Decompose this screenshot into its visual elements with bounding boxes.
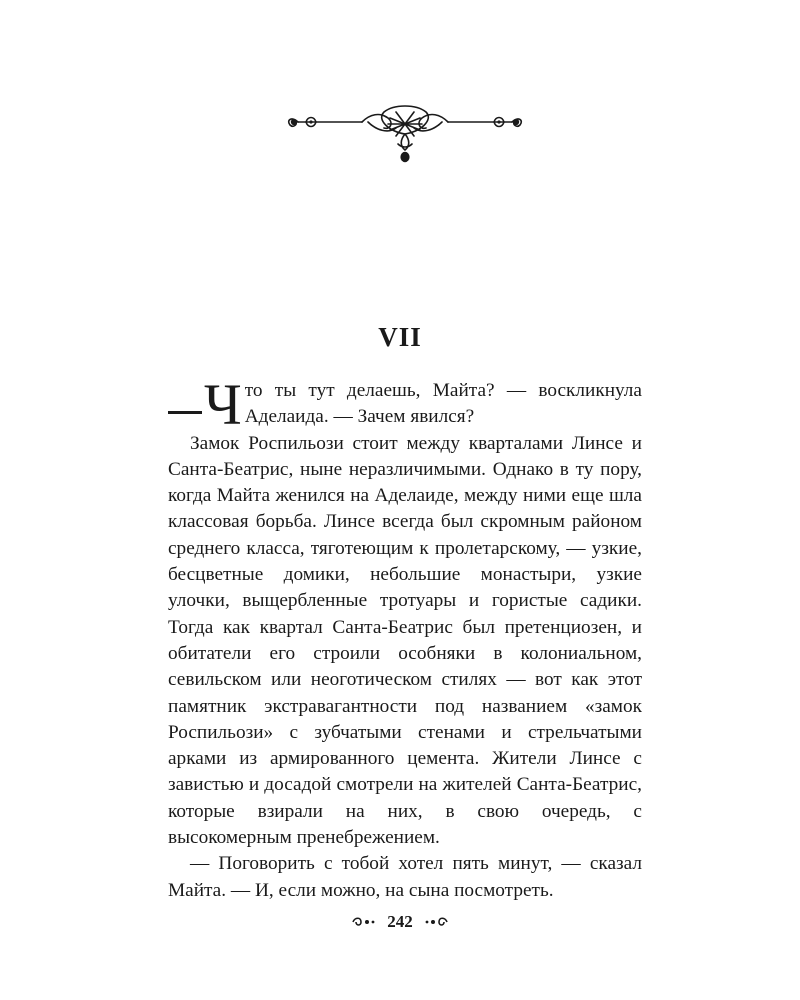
em-dash-mark — [168, 411, 202, 414]
right-folio-ornament-icon — [423, 916, 449, 928]
opening-paragraph-text: то ты тут делаешь, Майта? — воскликнула Аделаида. — Зачем явился? — [244, 380, 642, 428]
drop-cap-letter: Ч — [204, 372, 242, 437]
page-number: 242 — [387, 912, 413, 931]
page-footer — [0, 912, 800, 932]
left-folio-ornament-icon — [351, 916, 377, 928]
opening-paragraph — [168, 372, 642, 437]
chapter-number: VII — [378, 322, 422, 352]
chapter-ornament — [284, 96, 526, 168]
drop-cap — [168, 372, 242, 437]
dialogue-paragraph: — Поговорить с тобой хотел пять минут, — сказал Майта. — И, если можно, на сына посмотреть. — [168, 853, 642, 901]
body-paragraph: Замок Роспильози стоит между кварталами Линсе и Санта-Беатрис, ныне неразличимыми. Однако в ту пору, когда Майта женился на Аделаиде, между ними еще шла классовая борьба. Линсе всегда был скромным районом среднего класса, тяготеющим к пролетарскому, — узкие, бесцветные домики, небольшие монастыри, узкие улочки, выщербленные тротуары и гористые садики. Тогда как квартал Санта-Беатрис был претенциозен, и обитатели его строили особняки в колониальном, севильском или неоготическом стилях — вот как этот памятник экстравагантности под названием «замок Роспильози» с зубчатыми стенами и стрельчатыми арками из армированного цемента. Жители Линсе с завистью и досадой смотрели на жителей Санта-Беатрис, которые взирали на них, в свою очередь, с высокомерным пренебрежением. — [168, 432, 642, 849]
chapter-text — [168, 372, 642, 904]
